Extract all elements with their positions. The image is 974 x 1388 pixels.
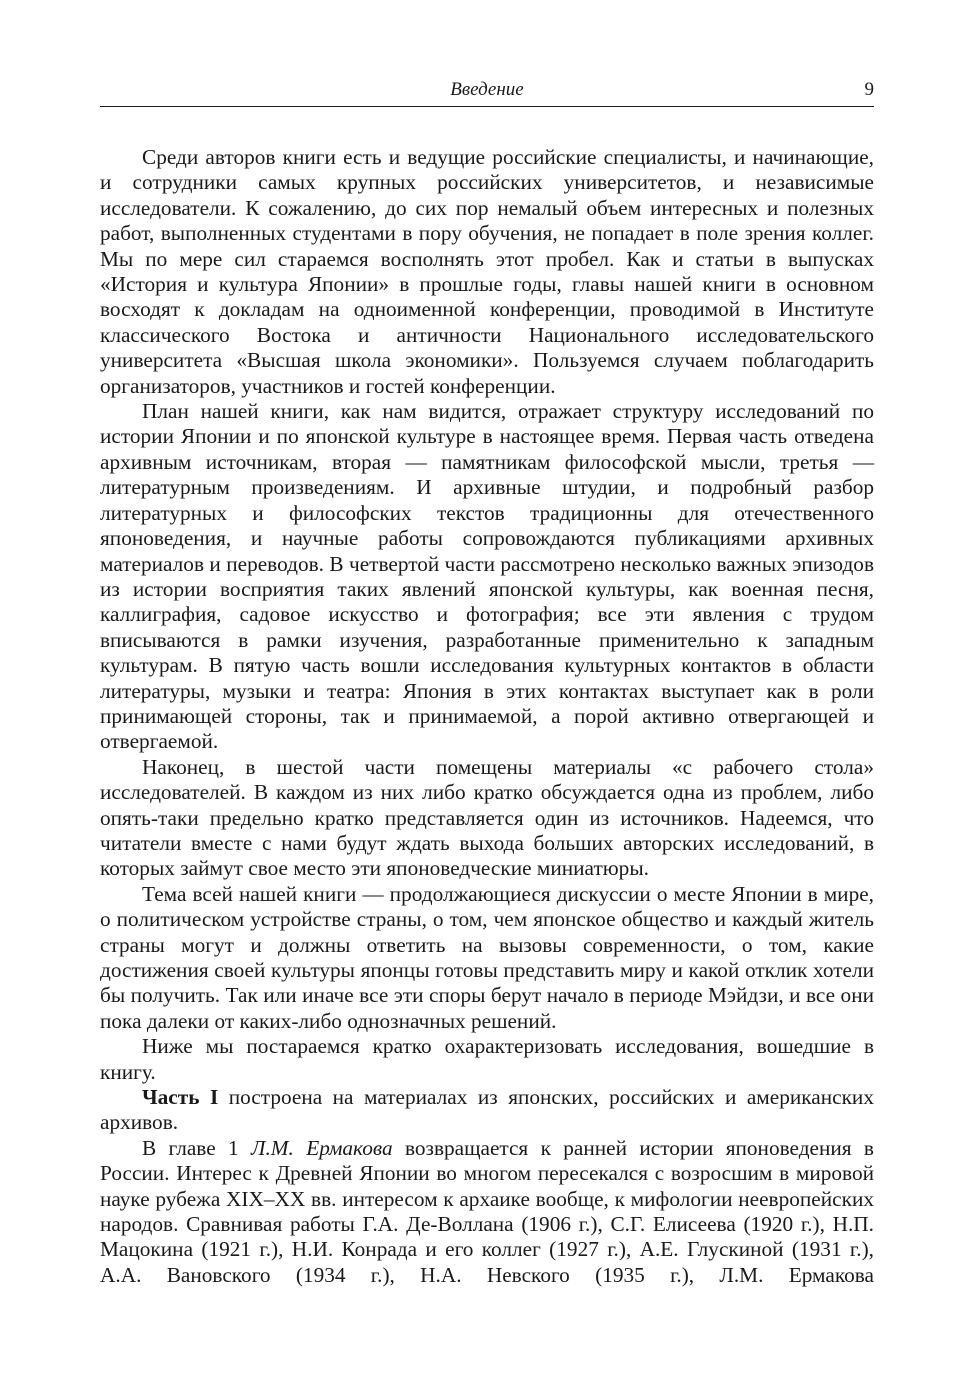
body-text xyxy=(100,145,874,1288)
running-title: Введение xyxy=(450,79,524,100)
part-heading: Часть I xyxy=(142,1085,219,1110)
paragraph-prefix: В главе 1 xyxy=(142,1135,252,1160)
paragraph-text: возвращается к ранней истории японоведения в России. Интерес к Древней Японии во многом пересекался с возросшим в мировой науке рубежа XIX–XX вв. интересом к архаике вообще, к мифологии неевропейских народов. Сравнивая работы Г.А. Де-Воллана (1906 г.), С.Г. Елисеева (1920 г.), Н.П. Мацокина (1921 г.), Н.И. Конрада и его коллег (1927 г.), А.Е. Глускиной (1931 г.), А.А. Вановского (1934 г.), Н.А. Невского (1935 г.), Л.М. Ермакова xyxy=(100,1135,874,1287)
paragraph: Наконец, в шестой части помещены материалы «с рабочего стола» исследователей. В каждом из них либо кратко обсуждается одна из проблем, либо опять-таки предельно кратко представляется один из источников. Надеемся, что читатели вместе с нами будут ждать выхода больших авторских исследований, в которых займут свое место эти японоведческие миниатюры. xyxy=(100,754,874,881)
paragraph: Ниже мы постараемся кратко охарактеризовать исследования, вошедшие в книгу. xyxy=(100,1034,874,1084)
page-number: 9 xyxy=(864,79,874,100)
paragraph: Тема всей нашей книги — продолжающиеся дискуссии о месте Японии в мире, о политическом устройстве страны, о том, чем японское общество и каждый житель страны могут и должны ответить на вызовы современности, о том, какие достижения своей культуры японцы готовы представить миру и какой отклик хотели бы получить. Так или иначе все эти споры берут начало в периоде Мэйдзи, и все они пока далеки от каких-либо однозначных решений. xyxy=(100,881,874,1033)
author-name: Л.М. Ермакова xyxy=(251,1135,393,1160)
document-page xyxy=(100,74,874,1288)
paragraph xyxy=(100,1085,874,1136)
paragraph: План нашей книги, как нам видится, отражает структуру исследований по истории Японии и по японской культуре в настоящее время. Первая часть отведена архивным источникам, вторая — памятникам философской мысли, третья — литературным произведениям. И архивные штудии, и подробный разбор литературных и философских текстов традиционны для отечественного японоведения, и научные работы сопровождаются публикациями архивных материалов и переводов. В четвертой части рассмотрено несколько важных эпизодов из истории восприятия таких явлений японской культуры, как военная песня, каллиграфия, садовое искусство и фотография; все эти явления с трудом вписываются в рамки изучения, разработанные применительно к западным культурам. В пятую часть вошли исследования культурных контактов в области литературы, музыки и театра: Япония в этих контактах выступает как в роли принимающей стороны, так и принимаемой, а порой активно отвергающей и отвергаемой. xyxy=(100,399,874,754)
paragraph xyxy=(100,1136,874,1288)
paragraph: Среди авторов книги есть и ведущие российские специалисты, и начинающие, и сотрудники самых крупных российских университетов, и независимые исследователи. К сожалению, до сих пор немалый объем интересных и полезных работ, выполненных студентами в пору обучения, не попадает в поле зрения коллег. Мы по мере сил стараемся восполнять этот пробел. Как и статьи в выпусках «История и культура Японии» в прошлые годы, главы нашей книги в основном восходят к докладам на одноименной конференции, проводимой в Институте классического Востока и античности Национального исследовательского университета «Высшая школа экономики». Пользуемся случаем поблагодарить организаторов, участников и гостей конференции. xyxy=(100,145,874,398)
paragraph-text: построена на материалах из японских, российских и американских архивов. xyxy=(100,1085,874,1135)
page-header xyxy=(100,74,874,107)
